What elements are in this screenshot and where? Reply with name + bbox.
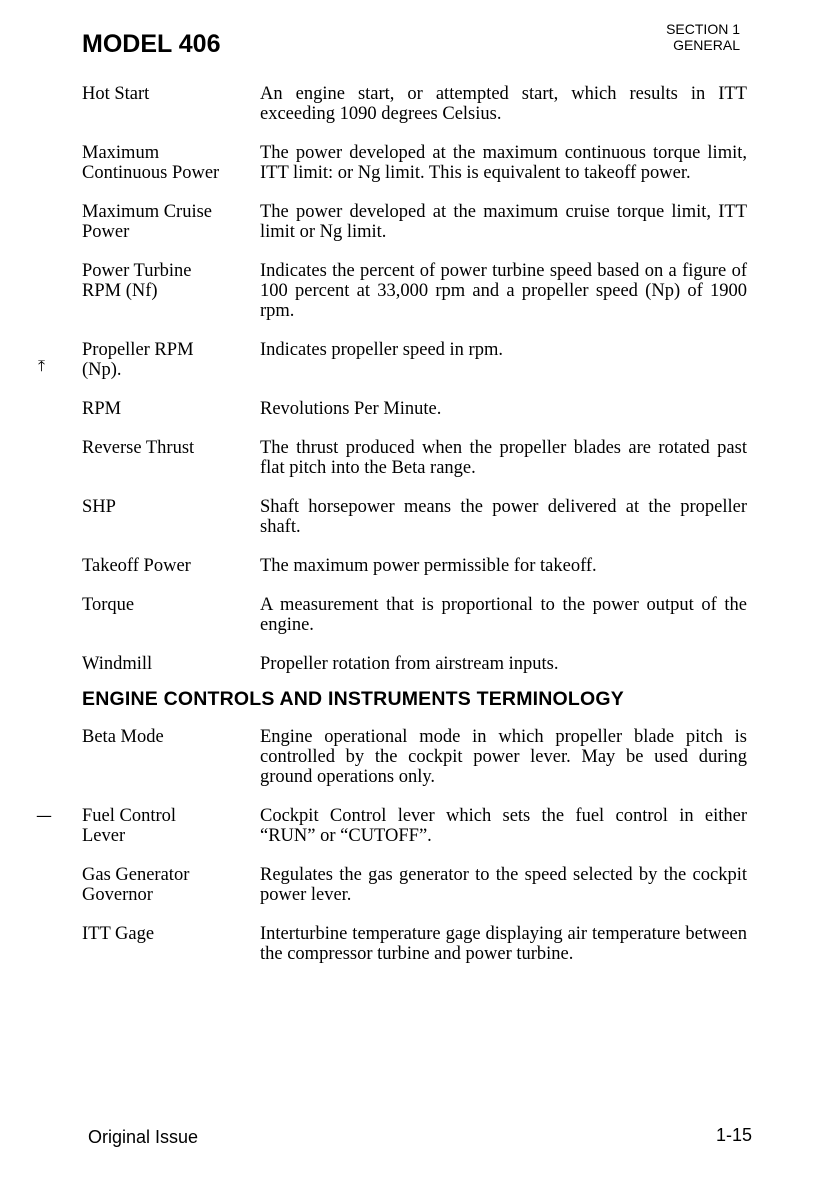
footer-issue: Original Issue [88,1127,199,1147]
term-name: Windmill [82,654,153,674]
section-number: SECTION 1 [666,21,740,37]
glossary-entry [82,924,747,964]
glossary-entry [82,556,747,576]
term-definition: A measurement that is proportional to the power output of the engine. [260,595,747,635]
glossary-entry [82,806,747,846]
section-name: GENERAL [673,37,740,53]
section-label [666,21,740,53]
glossary-entry [82,727,747,787]
glossary-entry [82,399,747,419]
term-name: ITT Gage [82,924,155,944]
page-number: 1-15 [715,1125,752,1145]
glossary-entry [82,84,747,124]
glossary-entry [82,595,747,635]
glossary-entry [82,340,747,380]
term-name: Reverse Thrust [82,438,195,458]
term-definition: The thrust produced when the propeller blades are rotated past flat pitch into the Beta range. [260,438,747,478]
term-name: Maximum Continuous Power [82,143,220,183]
term-name: Power Turbine RPM (Nf) [82,261,192,301]
glossary-entry [82,654,747,674]
glossary-entry [82,865,747,905]
term-definition: Indicates the percent of power turbine speed based on a figure of 100 percent at 33,000 rpm and a propeller speed (Np) of 1900 rpm. [260,261,747,321]
glossary-entry [82,202,747,242]
term-definition: Regulates the gas generator to the speed selected by the cockpit power lever. [260,865,747,905]
term-name: Takeoff Power [82,556,191,576]
term-name: Beta Mode [82,727,164,747]
term-definition: An engine start, or attempted start, which results in ITT exceeding 1090 degrees Celsius. [260,84,747,124]
term-definition: Engine operational mode in which propeller blade pitch is controlled by the cockpit power lever. May be used during ground operations only. [260,727,747,787]
glossary-entry [82,438,747,478]
term-definition: Revolutions Per Minute. [260,399,442,419]
glossary-entry [82,497,747,537]
section-heading: ENGINE CONTROLS AND INSTRUMENTS TERMINOLOGY [82,688,624,710]
glossary-entry [82,261,747,321]
term-definition: The power developed at the maximum continuous torque limit, ITT limit: or Ng limit. This is equivalent to takeoff power. [260,143,747,183]
term-name: Hot Start [82,84,150,104]
term-definition: Interturbine temperature gage displaying air temperature between the compressor turbine and power turbine. [260,924,747,964]
term-name: SHP [82,497,116,517]
page-title: MODEL 406 [82,30,221,58]
term-definition: Cockpit Control lever which sets the fuel control in either “RUN” or “CUTOFF”. [260,806,747,846]
glossary-entry [82,143,747,183]
term-definition: Indicates propeller speed in rpm. [260,340,503,360]
glossary [82,84,747,964]
margin-mark-icon: — [36,806,52,825]
term-name: RPM [82,399,122,419]
term-name: Torque [82,595,135,615]
term-definition: Shaft horsepower means the power delivered at the propeller shaft. [260,497,747,537]
term-definition: Propeller rotation from airstream inputs. [260,654,559,674]
term-name: Propeller RPM (Np). [82,340,194,380]
margin-mark-icon: ⤒ [38,356,46,375]
term-definition: The power developed at the maximum cruise torque limit, ITT limit or Ng limit. [260,202,747,242]
term-name: Gas Generator Governor [82,865,190,905]
term-definition: The maximum power permissible for takeoff. [260,556,597,576]
term-name: Maximum Cruise Power [82,202,213,242]
term-name: Fuel Control Lever [82,806,177,846]
